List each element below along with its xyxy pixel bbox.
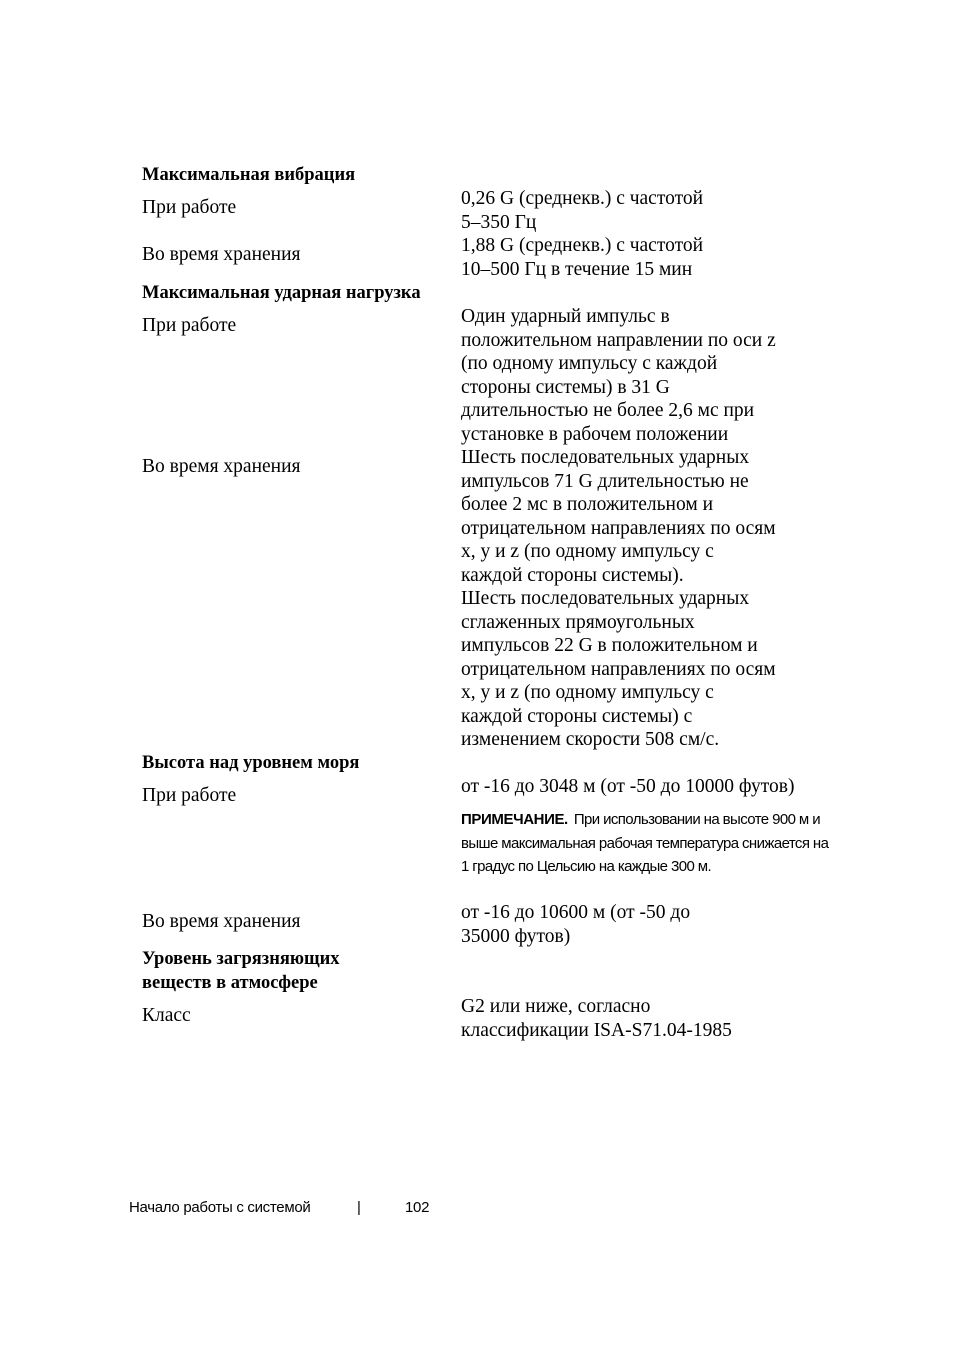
- vibration-storage-value: 1,88 G (среднекв.) с частотой 10–500 Гц в течение 15 мин: [461, 235, 704, 280]
- contaminants-class-label: Класс: [142, 1005, 191, 1026]
- altitude-operating-value: от -16 до 3048 м (от -50 до 10000 футов): [461, 776, 795, 797]
- contaminants-heading: Уровень загрязняющих веществ в атмосфере: [142, 949, 340, 993]
- footer-separator: |: [357, 1199, 361, 1216]
- altitude-storage-label: Во время хранения: [142, 911, 301, 932]
- shock-heading: Максимальная ударная нагрузка: [142, 283, 421, 303]
- vibration-operating-label: При работе: [142, 197, 237, 218]
- altitude-note: [461, 808, 831, 879]
- vibration-heading: Максимальная вибрация: [142, 165, 356, 185]
- note-label: ПРИМЕЧАНИЕ.: [461, 811, 568, 828]
- altitude-heading: Высота над уровнем моря: [142, 753, 360, 773]
- shock-operating-value: Один ударный импульс в положительном направлении по оси z (по одному импульсу с каждой стороны системы) в 31 G длительностью не более 2,6 мс при установке в рабочем положении: [461, 306, 776, 445]
- altitude-storage-value: от -16 до 10600 м (от -50 до 35000 футов): [461, 902, 691, 947]
- vibration-storage-label: Во время хранения: [142, 244, 301, 265]
- shock-storage-label: Во время хранения: [142, 456, 301, 477]
- page-number: 102: [405, 1199, 430, 1216]
- altitude-operating-label: При работе: [142, 785, 237, 806]
- note-text: При использовании на высоте 900 м и выше максимальная рабочая температура снижается на 1 градус по Цельсию на каждые 300 м.: [461, 811, 829, 875]
- shock-operating-label: При работе: [142, 315, 237, 336]
- footer-title: Начало работы с системой: [129, 1199, 311, 1216]
- contaminants-class-value: G2 или ниже, согласно классификации ISA-S71.04-1985: [461, 996, 732, 1041]
- vibration-operating-value: 0,26 G (среднекв.) с частотой 5–350 Гц: [461, 188, 704, 233]
- shock-storage-value: Шесть последовательных ударных импульсов 71 G длительностью не более 2 мс в положительном и отрицательном направлениях по осям x, y и z (по одному импульсу с каждой стороны системы). Шесть последовательных ударных сглаженных прямоугольных импульсов 22 G в положительном и отрицательном направлениях по осям x, y и z (по одному импульсу с каждой стороны системы) с изменением скорости 508 см/с.: [461, 447, 776, 750]
